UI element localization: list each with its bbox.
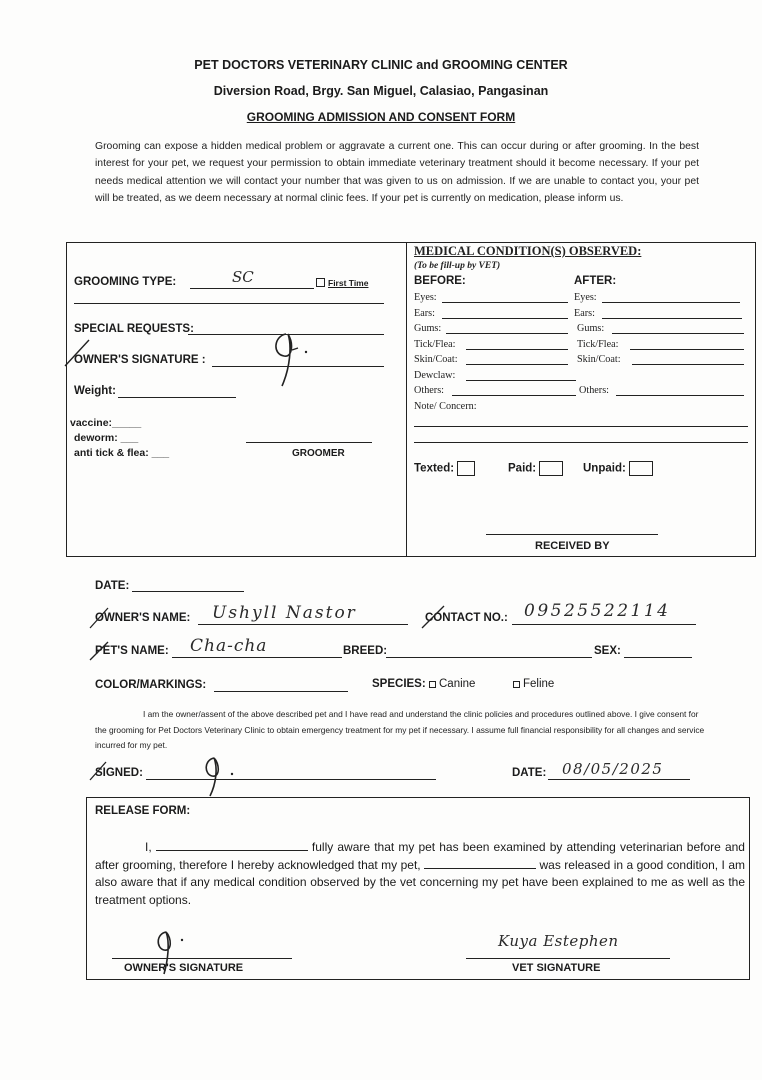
- before-eyes-label: Eyes:: [414, 292, 437, 303]
- color-markings-field[interactable]: [214, 691, 348, 692]
- strike-mark-icon: [62, 336, 92, 370]
- before-tickflea-label: Tick/Flea:: [414, 339, 456, 350]
- feline-label: Feline: [523, 678, 555, 690]
- contact-field[interactable]: [512, 624, 696, 625]
- vet-signature-line[interactable]: [466, 958, 670, 959]
- before-others-label: Others:: [414, 385, 444, 396]
- color-markings-label: COLOR/MARKINGS:: [95, 679, 207, 691]
- species-label: SPECIES:: [372, 678, 426, 690]
- note-concern-label: Note/ Concern:: [414, 401, 477, 412]
- after-gums-label: Gums:: [577, 323, 605, 334]
- release-owner-signature-label: OWNER'S SIGNATURE: [124, 962, 244, 974]
- form-title: GROOMING ADMISSION AND CONSENT FORM: [246, 110, 516, 124]
- grooming-type-label: GROOMING TYPE:: [74, 276, 177, 288]
- note-line-2[interactable]: [414, 442, 748, 443]
- breed-field[interactable]: [386, 657, 592, 658]
- strike-mark-icon: [88, 640, 110, 662]
- vet-signature-value: Kuya Estephen: [498, 932, 619, 950]
- before-gums-label: Gums:: [414, 323, 442, 334]
- first-time-option[interactable]: [316, 278, 368, 288]
- strike-mark-icon: [420, 604, 446, 630]
- clinic-address: Diversion Road, Brgy. San Miguel, Calasiao, Pangasinan: [213, 84, 549, 98]
- pet-name-label: PET'S NAME:: [95, 645, 169, 657]
- unpaid-checkbox[interactable]: [629, 461, 653, 476]
- release-owner-signature-line[interactable]: [112, 958, 292, 959]
- release-text-2: was released in a good condition, I am also aware that if any medical condition observed by the vet concerning my pet have been explained to me as well as the treatment options.: [95, 857, 745, 907]
- paid-checkbox[interactable]: [539, 461, 563, 476]
- contact-label: CONTACT NO.:: [425, 612, 508, 624]
- grooming-type-field[interactable]: [190, 288, 314, 289]
- signed-field[interactable]: [146, 779, 436, 780]
- species-feline-option[interactable]: [513, 678, 554, 690]
- first-time-label: First Time: [328, 278, 369, 288]
- after-skincoat-field[interactable]: [632, 364, 744, 365]
- after-ears-label: Ears:: [574, 308, 595, 319]
- after-others-label: Others:: [579, 385, 609, 396]
- owner-signature-scribble: [262, 328, 322, 390]
- received-by-line[interactable]: [486, 534, 658, 535]
- sex-field[interactable]: [624, 657, 692, 658]
- pet-name-value: Cha-cha: [190, 636, 268, 656]
- texted-checkbox[interactable]: [457, 461, 475, 476]
- before-eyes-field[interactable]: [442, 302, 568, 303]
- after-ears-field[interactable]: [602, 318, 742, 319]
- canine-label: Canine: [439, 678, 476, 690]
- before-skincoat-field[interactable]: [466, 364, 568, 365]
- signed-date-field[interactable]: [548, 779, 690, 780]
- after-tickflea-label: Tick/Flea:: [577, 339, 619, 350]
- feline-checkbox[interactable]: [513, 681, 520, 688]
- after-skincoat-label: Skin/Coat:: [577, 354, 621, 365]
- release-title: RELEASE FORM:: [95, 805, 191, 817]
- medical-subtitle: (To be fill-up by VET): [414, 261, 501, 271]
- strike-mark-icon: [88, 760, 108, 782]
- texted-label: Texted:: [414, 462, 455, 475]
- species-canine-option[interactable]: [429, 678, 475, 690]
- first-time-checkbox[interactable]: [316, 278, 325, 287]
- grooming-type-value: SC: [232, 268, 254, 286]
- before-skincoat-label: Skin/Coat:: [414, 354, 458, 365]
- vet-signature-label: VET SIGNATURE: [512, 962, 601, 974]
- groomer-signature-line[interactable]: [246, 442, 372, 443]
- after-eyes-field[interactable]: [602, 302, 740, 303]
- texted-option[interactable]: [414, 461, 475, 476]
- after-others-field[interactable]: [616, 395, 744, 396]
- sex-label: SEX:: [594, 645, 621, 657]
- unpaid-label: Unpaid:: [583, 462, 626, 475]
- release-pet-blank[interactable]: [424, 858, 536, 869]
- before-ears-field[interactable]: [442, 318, 568, 319]
- breed-label: BREED:: [343, 645, 388, 657]
- before-dewclaw-label: Dewclaw:: [414, 370, 456, 381]
- signed-date-value: 08/05/2025: [562, 760, 664, 778]
- medical-title: MEDICAL CONDITION(S) OBSERVED:: [414, 244, 642, 258]
- contact-value: 09525522114: [524, 601, 671, 621]
- paid-option[interactable]: [508, 461, 563, 476]
- deworm-label: deworm: ___: [74, 432, 139, 444]
- consent-paragraph: I am the owner/assent of the above described pet and I have read and understand the clinic policies and procedures outlined above. I give consent for the grooming for Pet Doctors Veterinary Clinic to obtain emergency treatment for my pet if necessary. I assume full financial responsibility for all changes and service incurred for my pet.: [95, 709, 705, 750]
- grooming-box: [66, 242, 756, 557]
- after-gums-field[interactable]: [612, 333, 744, 334]
- paid-label: Paid:: [508, 462, 537, 475]
- owner-name-field[interactable]: [198, 624, 408, 625]
- clinic-name: PET DOCTORS VETERINARY CLINIC and GROOMING CENTER: [194, 58, 568, 72]
- groomer-label: GROOMER: [292, 448, 345, 459]
- date-label: DATE:: [95, 580, 130, 592]
- release-owner-blank[interactable]: [156, 840, 308, 851]
- received-by-label: RECEIVED BY: [535, 540, 610, 552]
- owner-name-value: Ushyll Nastor: [212, 603, 357, 623]
- signed-label: SIGNED:: [95, 767, 143, 779]
- signed-signature-scribble: [196, 754, 244, 798]
- vaccine-label: vaccine:_____: [70, 417, 142, 429]
- signed-date-label: DATE:: [512, 767, 547, 779]
- unpaid-option[interactable]: [583, 461, 653, 476]
- weight-field[interactable]: [118, 397, 236, 398]
- after-label: AFTER:: [574, 275, 617, 287]
- before-tickflea-field[interactable]: [466, 349, 568, 350]
- owner-name-label: OWNER'S NAME:: [95, 612, 191, 624]
- owner-signature-label: OWNER'S SIGNATURE :: [74, 354, 206, 366]
- box-divider: [406, 242, 407, 557]
- after-tickflea-field[interactable]: [630, 349, 744, 350]
- grooming-type-extra-line: [74, 303, 384, 304]
- pet-name-field[interactable]: [172, 657, 342, 658]
- release-owner-signature-scribble: [150, 928, 196, 976]
- release-text-1: fully aware that my pet has been examined by attending veterinarian before and after grooming, therefore I hereby acknowledged that my pet,: [95, 840, 745, 872]
- note-line-1[interactable]: [414, 426, 748, 427]
- tick-flea-label: anti tick & flea: ___: [74, 447, 170, 459]
- before-gums-field[interactable]: [446, 333, 568, 334]
- intro-paragraph: Grooming can expose a hidden medical problem or aggravate a current one. This can occur during or after grooming. In the best interest for your pet, we request your permission to obtain immediate veterinary treatment should it become necessary. If your pet needs medical attention we will contact your number that was given to us on admission. If we are unable to contact you, your pet will be treated, as we deem necessary at normal clinic fees. If your pet is currently on medication, please inform us.: [95, 141, 699, 205]
- before-dewclaw-field[interactable]: [466, 380, 576, 381]
- canine-checkbox[interactable]: [429, 681, 436, 688]
- strike-mark-icon: [88, 606, 110, 630]
- release-paragraph: [95, 839, 745, 909]
- before-ears-label: Ears:: [414, 308, 435, 319]
- after-eyes-label: Eyes:: [574, 292, 597, 303]
- special-requests-label: SPECIAL REQUESTS:: [74, 323, 194, 335]
- before-others-field[interactable]: [452, 395, 576, 396]
- date-field[interactable]: [132, 591, 244, 592]
- before-label: BEFORE:: [414, 275, 466, 287]
- release-prefix: I,: [145, 840, 152, 854]
- weight-label: Weight:: [74, 385, 116, 397]
